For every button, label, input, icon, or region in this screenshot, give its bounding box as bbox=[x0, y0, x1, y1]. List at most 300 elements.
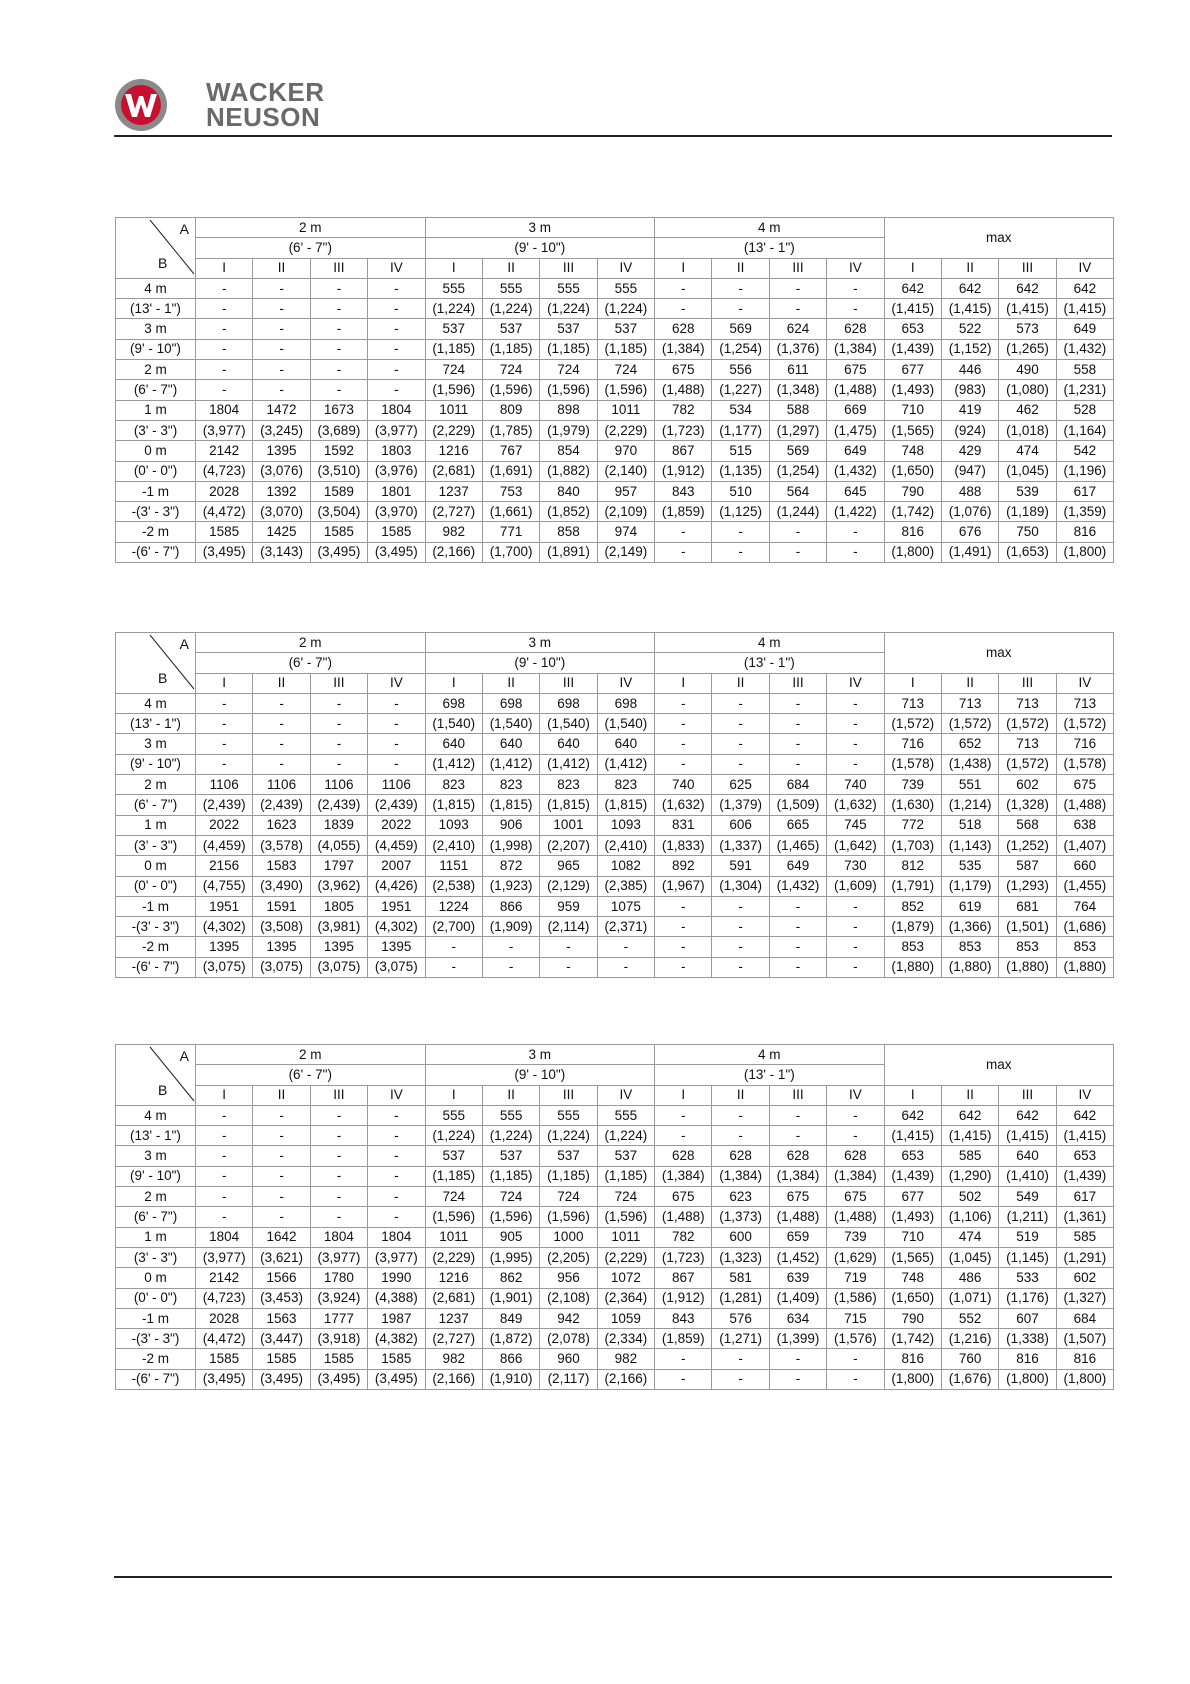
table-cell: 628 bbox=[827, 1146, 884, 1166]
table-cell: 681 bbox=[999, 896, 1056, 916]
table-cell: (1,045) bbox=[999, 461, 1056, 481]
table-cell: 1106 bbox=[368, 775, 425, 795]
table-cell: - bbox=[368, 1166, 425, 1186]
table-cell: (1,872) bbox=[482, 1329, 539, 1349]
table-cell: (4,426) bbox=[368, 876, 425, 896]
table-cell: (3,075) bbox=[310, 957, 367, 977]
table-cell: 1797 bbox=[310, 856, 367, 876]
table-cell: (2,439) bbox=[196, 795, 253, 815]
table-cell: (1,227) bbox=[712, 380, 769, 400]
table-cell: - bbox=[368, 1207, 425, 1227]
table-cell: (1,596) bbox=[425, 1207, 482, 1227]
corner-cell bbox=[116, 633, 196, 694]
table-cell: (1,265) bbox=[999, 339, 1056, 359]
table-cell: 549 bbox=[999, 1187, 1056, 1207]
table-cell: (1,432) bbox=[827, 461, 884, 481]
roman-header: III bbox=[999, 1085, 1056, 1105]
table-cell: (1,493) bbox=[884, 380, 941, 400]
table-cell: 816 bbox=[999, 1349, 1056, 1369]
table-cell: 716 bbox=[884, 734, 941, 754]
table-cell: 739 bbox=[884, 775, 941, 795]
table-cell: - bbox=[827, 278, 884, 298]
table-cell: - bbox=[827, 734, 884, 754]
table-cell: 462 bbox=[999, 400, 1056, 420]
table-cell: - bbox=[253, 734, 310, 754]
table-cell: (3,495) bbox=[310, 542, 367, 562]
corner-label-b: B bbox=[158, 1081, 168, 1098]
table-cell: - bbox=[712, 542, 769, 562]
row-height-label: (6' - 7") bbox=[116, 795, 196, 815]
table-cell: 617 bbox=[1056, 481, 1113, 501]
table-cell: 1805 bbox=[310, 896, 367, 916]
table-cell: 852 bbox=[884, 896, 941, 916]
table-cell: (1,415) bbox=[999, 299, 1056, 319]
table-cell: - bbox=[368, 1146, 425, 1166]
row-height-label: -(3' - 3") bbox=[116, 502, 196, 522]
table-cell: - bbox=[827, 1369, 884, 1389]
table-cell: (1,488) bbox=[655, 1207, 712, 1227]
table-cell: - bbox=[827, 1105, 884, 1125]
corner-cell bbox=[116, 218, 196, 279]
table-cell: 552 bbox=[941, 1308, 998, 1328]
table-cell: (1,700) bbox=[482, 542, 539, 562]
table-cell: (1,211) bbox=[999, 1207, 1056, 1227]
table-cell: - bbox=[769, 1369, 826, 1389]
corner-label-a: A bbox=[179, 221, 189, 237]
table-cell: 1804 bbox=[368, 1227, 425, 1247]
table-cell: 710 bbox=[884, 400, 941, 420]
table-cell: (1,742) bbox=[884, 1329, 941, 1349]
table-cell: 539 bbox=[999, 481, 1056, 501]
table-cell: (2,229) bbox=[425, 1247, 482, 1267]
table-cell: 555 bbox=[425, 1105, 482, 1125]
table-cell: (2,129) bbox=[540, 876, 597, 896]
table-cell: 677 bbox=[884, 360, 941, 380]
table-cell: - bbox=[368, 714, 425, 734]
table-cell: 1591 bbox=[253, 896, 310, 916]
table-cell: - bbox=[827, 754, 884, 774]
table-cell: 588 bbox=[769, 400, 826, 420]
table-row bbox=[116, 278, 1114, 298]
table-cell: (4,459) bbox=[196, 835, 253, 855]
table-cell: 1082 bbox=[597, 856, 654, 876]
table-cell: (1,271) bbox=[712, 1329, 769, 1349]
roman-header: II bbox=[712, 258, 769, 278]
table-cell: 569 bbox=[712, 319, 769, 339]
table-cell: 474 bbox=[999, 441, 1056, 461]
table-cell: (3,495) bbox=[196, 1369, 253, 1389]
table-cell: 1801 bbox=[368, 481, 425, 501]
table-cell: 1106 bbox=[253, 775, 310, 795]
table-cell: - bbox=[253, 1166, 310, 1186]
table-cell: 872 bbox=[482, 856, 539, 876]
table-row bbox=[116, 1308, 1114, 1328]
table-cell: 617 bbox=[1056, 1187, 1113, 1207]
table-cell: (1,361) bbox=[1056, 1207, 1113, 1227]
table-cell: 642 bbox=[999, 1105, 1056, 1125]
table-cell: 1000 bbox=[540, 1227, 597, 1247]
table-cell: (1,912) bbox=[655, 461, 712, 481]
table-cell: (2,140) bbox=[597, 461, 654, 481]
table-cell: 1839 bbox=[310, 815, 367, 835]
footer-rule bbox=[114, 1576, 1112, 1578]
table-cell: - bbox=[655, 522, 712, 542]
row-height-label: 4 m bbox=[116, 693, 196, 713]
corner-label-a: A bbox=[179, 1048, 189, 1064]
table-cell: (1,540) bbox=[597, 714, 654, 734]
table-cell: 816 bbox=[1056, 522, 1113, 542]
table-cell: (1,791) bbox=[884, 876, 941, 896]
table-cell: - bbox=[196, 278, 253, 298]
table-cell: (1,384) bbox=[655, 339, 712, 359]
table-cell: (1,164) bbox=[1056, 420, 1113, 440]
table-cell: 510 bbox=[712, 481, 769, 501]
table-cell: - bbox=[655, 917, 712, 937]
row-height-label: 3 m bbox=[116, 1146, 196, 1166]
table-cell: 534 bbox=[712, 400, 769, 420]
table-cell: 537 bbox=[482, 319, 539, 339]
roman-header: II bbox=[253, 258, 310, 278]
table-cell: 564 bbox=[769, 481, 826, 501]
table-cell: (1,376) bbox=[769, 339, 826, 359]
table-cell: 816 bbox=[1056, 1349, 1113, 1369]
group-metric-header: 2 m bbox=[196, 633, 426, 653]
table-cell: 960 bbox=[540, 1349, 597, 1369]
table-cell: 624 bbox=[769, 319, 826, 339]
table-cell: (1,384) bbox=[827, 1166, 884, 1186]
table-cell: (1,196) bbox=[1056, 461, 1113, 481]
row-height-label: 3 m bbox=[116, 734, 196, 754]
table-cell: (2,114) bbox=[540, 917, 597, 937]
table-cell: 698 bbox=[540, 693, 597, 713]
table-cell: (1,224) bbox=[540, 299, 597, 319]
table-cell: 1237 bbox=[425, 1308, 482, 1328]
table-cell: 652 bbox=[941, 734, 998, 754]
table-cell: 675 bbox=[1056, 775, 1113, 795]
table-cell: 558 bbox=[1056, 360, 1113, 380]
table-cell: (1,415) bbox=[884, 299, 941, 319]
table-cell: (1,254) bbox=[769, 461, 826, 481]
table-cell: - bbox=[712, 299, 769, 319]
table-cell: 1642 bbox=[253, 1227, 310, 1247]
table-cell: (1,596) bbox=[597, 380, 654, 400]
table-cell: (1,291) bbox=[1056, 1247, 1113, 1267]
table-cell: - bbox=[712, 1349, 769, 1369]
table-row bbox=[116, 420, 1114, 440]
table-row bbox=[116, 734, 1114, 754]
table-cell: 640 bbox=[425, 734, 482, 754]
table-cell: - bbox=[310, 1187, 367, 1207]
table-cell: (1,491) bbox=[941, 542, 998, 562]
table-cell: (3,981) bbox=[310, 917, 367, 937]
table-cell: - bbox=[655, 1126, 712, 1146]
table-cell: - bbox=[712, 896, 769, 916]
table-cell: 1011 bbox=[425, 1227, 482, 1247]
table-cell: (3,245) bbox=[253, 420, 310, 440]
table-cell: - bbox=[253, 1207, 310, 1227]
table-cell: (1,439) bbox=[1056, 1166, 1113, 1186]
table-cell: (2,364) bbox=[597, 1288, 654, 1308]
table-cell: 555 bbox=[540, 1105, 597, 1125]
table-cell: - bbox=[310, 278, 367, 298]
brand-line-2: NEUSON bbox=[206, 102, 321, 132]
table-cell: 555 bbox=[597, 278, 654, 298]
table-cell: (1,979) bbox=[540, 420, 597, 440]
max-header: max bbox=[884, 1045, 1114, 1086]
table-cell: (3,508) bbox=[253, 917, 310, 937]
roman-header: IV bbox=[597, 1085, 654, 1105]
table-row bbox=[116, 299, 1114, 319]
table-row bbox=[116, 957, 1114, 977]
roman-header: III bbox=[769, 1085, 826, 1105]
table-cell: (1,661) bbox=[482, 502, 539, 522]
table-cell: 1425 bbox=[253, 522, 310, 542]
table-cell: (1,596) bbox=[540, 1207, 597, 1227]
table-cell: 853 bbox=[941, 937, 998, 957]
table-cell: - bbox=[482, 957, 539, 977]
table-cell: 1592 bbox=[310, 441, 367, 461]
table-cell: (2,681) bbox=[425, 461, 482, 481]
table-row bbox=[116, 1166, 1114, 1186]
table-cell: 675 bbox=[655, 1187, 712, 1207]
table-cell: (1,106) bbox=[941, 1207, 998, 1227]
table-cell: (1,415) bbox=[1056, 299, 1113, 319]
row-height-label: (9' - 10") bbox=[116, 1166, 196, 1186]
table-cell: - bbox=[310, 1105, 367, 1125]
table-cell: (947) bbox=[941, 461, 998, 481]
table-cell: (2,207) bbox=[540, 835, 597, 855]
table-cell: - bbox=[253, 693, 310, 713]
table-cell: 600 bbox=[712, 1227, 769, 1247]
roman-header: III bbox=[310, 673, 367, 693]
table-cell: (1,384) bbox=[655, 1166, 712, 1186]
table-cell: 1804 bbox=[196, 1227, 253, 1247]
table-cell: - bbox=[368, 1187, 425, 1207]
table-cell: - bbox=[769, 522, 826, 542]
table-cell: (3,977) bbox=[368, 420, 425, 440]
table-cell: - bbox=[827, 957, 884, 977]
table-cell: - bbox=[368, 734, 425, 754]
table-cell: 602 bbox=[999, 775, 1056, 795]
table-cell: - bbox=[827, 542, 884, 562]
table-cell: (3,076) bbox=[253, 461, 310, 481]
table-cell: (1,337) bbox=[712, 835, 769, 855]
table-cell: (1,815) bbox=[482, 795, 539, 815]
table-row bbox=[116, 714, 1114, 734]
table-cell: 974 bbox=[597, 522, 654, 542]
table-cell: - bbox=[253, 360, 310, 380]
table-cell: (2,410) bbox=[425, 835, 482, 855]
table-cell: - bbox=[310, 1166, 367, 1186]
table-cell: (3,453) bbox=[253, 1288, 310, 1308]
table-cell: 867 bbox=[655, 1268, 712, 1288]
table-cell: - bbox=[769, 1126, 826, 1146]
table-cell: 419 bbox=[941, 400, 998, 420]
table-cell: 1987 bbox=[368, 1308, 425, 1328]
table-cell: 649 bbox=[1056, 319, 1113, 339]
table-cell: (1,586) bbox=[827, 1288, 884, 1308]
table-cell: 698 bbox=[597, 693, 654, 713]
table-cell: (1,632) bbox=[827, 795, 884, 815]
table-cell: 843 bbox=[655, 1308, 712, 1328]
table-cell: (1,214) bbox=[941, 795, 998, 815]
table-cell: - bbox=[368, 339, 425, 359]
roman-header: IV bbox=[368, 1085, 425, 1105]
table-cell: (1,422) bbox=[827, 502, 884, 522]
table-cell: - bbox=[655, 1369, 712, 1389]
table-cell: (1,576) bbox=[827, 1329, 884, 1349]
table-cell: (3,510) bbox=[310, 461, 367, 481]
table-cell: (1,366) bbox=[941, 917, 998, 937]
table-cell: 628 bbox=[769, 1146, 826, 1166]
table-cell: - bbox=[310, 1126, 367, 1146]
table-cell: 782 bbox=[655, 400, 712, 420]
table-cell: 528 bbox=[1056, 400, 1113, 420]
table-cell: (2,117) bbox=[540, 1369, 597, 1389]
table-cell: 1395 bbox=[196, 937, 253, 957]
table-cell: - bbox=[196, 1126, 253, 1146]
table-cell: 556 bbox=[712, 360, 769, 380]
table-cell: (1,080) bbox=[999, 380, 1056, 400]
table-cell: 1395 bbox=[368, 937, 425, 957]
table-cell: 1804 bbox=[310, 1227, 367, 1247]
table-cell: (3,495) bbox=[368, 542, 425, 562]
table-cell: (1,686) bbox=[1056, 917, 1113, 937]
table-cell: (2,229) bbox=[597, 1247, 654, 1267]
table-cell: 905 bbox=[482, 1227, 539, 1247]
table-cell: (1,125) bbox=[712, 502, 769, 522]
roman-header: IV bbox=[827, 258, 884, 278]
table-cell: 1585 bbox=[310, 1349, 367, 1369]
table-cell: 823 bbox=[540, 775, 597, 795]
table-cell: - bbox=[253, 1105, 310, 1125]
table-cell: 2142 bbox=[196, 441, 253, 461]
roman-header: I bbox=[196, 673, 253, 693]
table-cell: - bbox=[310, 360, 367, 380]
max-header: max bbox=[884, 218, 1114, 259]
table-cell: (3,977) bbox=[196, 420, 253, 440]
table-cell: - bbox=[712, 1126, 769, 1146]
group-imperial-header: (6' - 7") bbox=[196, 653, 426, 673]
table-cell: (1,327) bbox=[1056, 1288, 1113, 1308]
table-cell: (1,439) bbox=[884, 1166, 941, 1186]
table-cell: (1,359) bbox=[1056, 502, 1113, 522]
table-cell: (1,995) bbox=[482, 1247, 539, 1267]
table-cell: (1,224) bbox=[597, 1126, 654, 1146]
table-row bbox=[116, 542, 1114, 562]
table-cell: - bbox=[310, 754, 367, 774]
table-cell: - bbox=[368, 360, 425, 380]
row-height-label: -2 m bbox=[116, 937, 196, 957]
table-cell: 555 bbox=[540, 278, 597, 298]
table-row bbox=[116, 896, 1114, 916]
table-cell: (1,880) bbox=[1056, 957, 1113, 977]
table-cell: (1,410) bbox=[999, 1166, 1056, 1186]
table-cell: (1,290) bbox=[941, 1166, 998, 1186]
roman-header: III bbox=[540, 1085, 597, 1105]
table-cell: 669 bbox=[827, 400, 884, 420]
table-cell: 542 bbox=[1056, 441, 1113, 461]
table-cell: - bbox=[769, 896, 826, 916]
table-cell: (1,891) bbox=[540, 542, 597, 562]
table-cell: (2,166) bbox=[425, 542, 482, 562]
table-cell: 1673 bbox=[310, 400, 367, 420]
table-cell: (1,642) bbox=[827, 835, 884, 855]
table-cell: 1059 bbox=[597, 1308, 654, 1328]
table-cell: 2022 bbox=[368, 815, 425, 835]
table-row bbox=[116, 754, 1114, 774]
table-row bbox=[116, 400, 1114, 420]
table-cell: (1,800) bbox=[1056, 542, 1113, 562]
table-cell: 724 bbox=[540, 1187, 597, 1207]
table-cell: (1,833) bbox=[655, 835, 712, 855]
table-cell: - bbox=[655, 299, 712, 319]
table-cell: (1,432) bbox=[769, 876, 826, 896]
row-height-label: (9' - 10") bbox=[116, 339, 196, 359]
table-cell: 537 bbox=[425, 319, 482, 339]
table-cell: (1,572) bbox=[999, 714, 1056, 734]
table-cell: - bbox=[253, 754, 310, 774]
roman-header: IV bbox=[368, 258, 425, 278]
table-cell: 684 bbox=[769, 775, 826, 795]
table-cell: 518 bbox=[941, 815, 998, 835]
table-cell: 639 bbox=[769, 1268, 826, 1288]
table-cell: 790 bbox=[884, 481, 941, 501]
table-cell: (1,145) bbox=[999, 1247, 1056, 1267]
table-cell: 2007 bbox=[368, 856, 425, 876]
roman-header: I bbox=[425, 673, 482, 693]
table-cell: - bbox=[655, 278, 712, 298]
table-cell: - bbox=[482, 937, 539, 957]
table-cell: 730 bbox=[827, 856, 884, 876]
table-row bbox=[116, 795, 1114, 815]
table-cell: (1,415) bbox=[999, 1126, 1056, 1146]
table-cell: (3,977) bbox=[196, 1247, 253, 1267]
table-cell: - bbox=[253, 299, 310, 319]
table-cell: - bbox=[827, 937, 884, 957]
table-cell: (1,703) bbox=[884, 835, 941, 855]
table-cell: 587 bbox=[999, 856, 1056, 876]
table-cell: - bbox=[655, 734, 712, 754]
table-cell: 1623 bbox=[253, 815, 310, 835]
table-cell: 713 bbox=[884, 693, 941, 713]
table-cell: 1395 bbox=[310, 937, 367, 957]
table-cell: 660 bbox=[1056, 856, 1113, 876]
group-imperial-header: (6' - 7") bbox=[196, 238, 426, 258]
table-cell: 551 bbox=[941, 775, 998, 795]
table-cell: 724 bbox=[425, 360, 482, 380]
table-cell: 809 bbox=[482, 400, 539, 420]
brand-name bbox=[206, 77, 325, 132]
table-row bbox=[116, 1288, 1114, 1308]
table-cell: 906 bbox=[482, 815, 539, 835]
table-cell: 653 bbox=[884, 1146, 941, 1166]
table-cell: (1,882) bbox=[540, 461, 597, 481]
table-cell: (1,572) bbox=[941, 714, 998, 734]
table-cell: 642 bbox=[1056, 278, 1113, 298]
brand-line-1: WACKER bbox=[206, 77, 325, 107]
table-cell: - bbox=[655, 714, 712, 734]
table-cell: 628 bbox=[655, 1146, 712, 1166]
table-cell: - bbox=[196, 1105, 253, 1125]
table-cell: 1392 bbox=[253, 481, 310, 501]
table-cell: 1011 bbox=[425, 400, 482, 420]
table-cell: 2142 bbox=[196, 1268, 253, 1288]
table-cell: 1216 bbox=[425, 1268, 482, 1288]
table-cell: (1,596) bbox=[482, 380, 539, 400]
table-cell: 1106 bbox=[310, 775, 367, 795]
table-cell: (1,399) bbox=[769, 1329, 826, 1349]
